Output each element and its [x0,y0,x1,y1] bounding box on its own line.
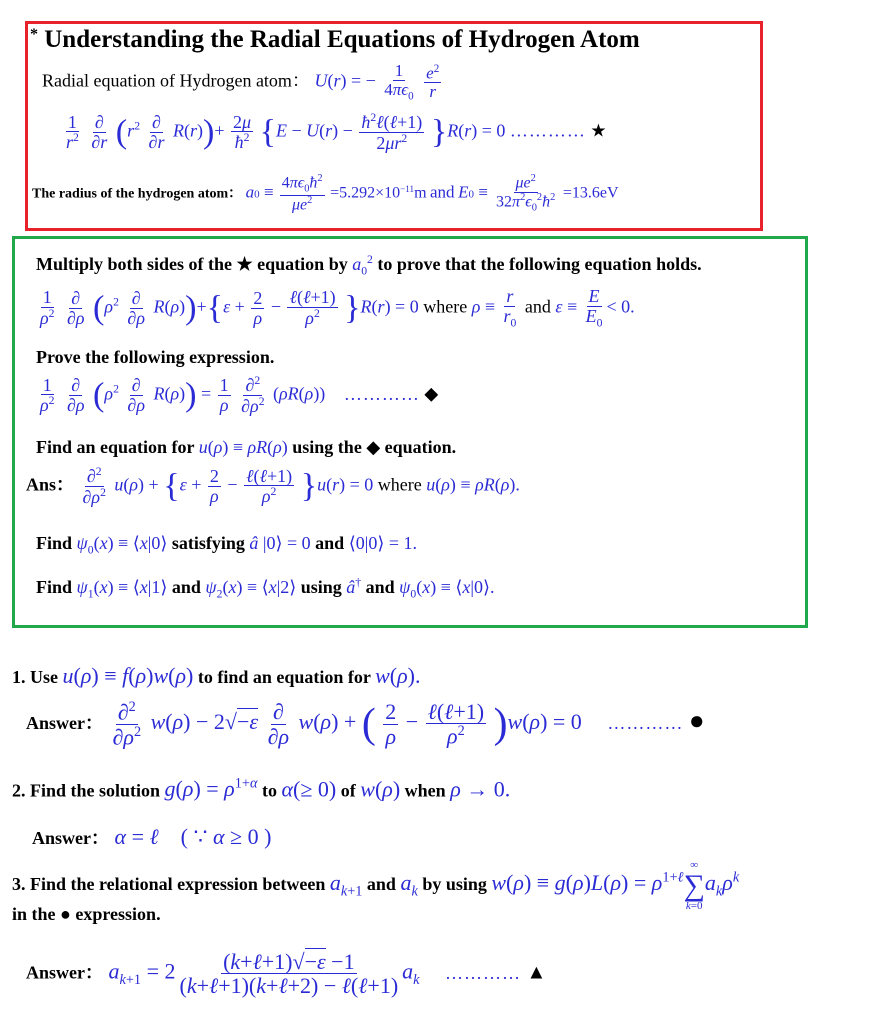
and-word-2: and [524,296,551,317]
green-eq1: $\frac{1}{\rho^2}$ $\frac{\partial}{\partial\rho}$ ($\rho^2$ $\frac{\partial}{\partial\rho}$ R(ρ))+{ε + $\frac{2}{\rho}$ − $\frac{\text{ℓ(ℓ+1)}}{\rho^2}$ }R(r) = 0 where ρ ≡ $\frac{r}{r_0}$ and ε ≡ $\frac{E}{E_0}$ < 0. [40,286,635,330]
where-word-2: where [377,474,422,495]
potential-label: Radial equation of Hydrogen atom： [42,70,310,91]
where-word: where [423,296,468,317]
potential-line: Radial equation of Hydrogen atom： U(r) = − $\frac{1}{4\pi\epsilon_0}$ $\frac{e^2}{r}$ [42,61,440,103]
and-word: and [430,182,455,202]
energy-value: =13.6eV [562,184,619,202]
answer-2: Answer： α = ℓ ( ∵ α ≥ 0 ) [32,824,272,849]
green-ans: Ans： $\frac{\partial^2}{\partial\rho^2}$ u(ρ) + {ε + $\frac{2}{\rho}$ − $\frac{\text{ℓ(ℓ+1)}}{\rho^2}$ }u(r) = 0 where u(ρ) ≡ ρR(ρ). [26,465,520,507]
radius-value: =5.292×10 [330,184,401,202]
radius-unit: m [414,184,427,202]
green-q5: Find $\psi_1(x)$ ≡ ⟨x|1⟩ and $\psi_2(x)$ ≡ ⟨x|2⟩ using â† and $\psi_0(x)$ ≡ ⟨x|0⟩. [36,576,495,601]
question-3: 3. Find the relational expression between $a_{k+1}$ and $a_k$ by using $w(\rho) \equiv g(\rho)L(\rho) = \rho^{1+\ell}$ ∞ ∑ k=0 $a_k\rho^k$ [12,859,740,912]
green-q4: Find $\psi_0(x)$ ≡ ⟨x|0⟩ satisfying â |0⟩ = 0 and ⟨0|0⟩ = 1. [36,533,418,557]
radial-equation: $\frac{1}{r^2}$ $\frac{\partial}{\partial r}$ ($r^2$ $\frac{\partial}{\partial r}$ R(r))+ $\frac{2\mu}{ħ^2}$ {E − U(r) − $\frac{ħ^2\ell(\ell+1)}{2\mu r^2}$ }R(r) = 0 ………… ★ [66,111,607,153]
question-3-line-2: in the ● expression. [12,904,161,924]
answer-label-2: Answer： [32,828,109,848]
question-1: 1. Use u(ρ) ≡ f(ρ)w(ρ) to find an equation for w(ρ). [12,663,421,688]
answer-label-1: Answer： [26,713,103,734]
answer-3: Answer： $a_{k+1} = 2$ $\frac{\text{(k+ℓ+1)√−ε −1}}{\text{(k+ℓ+1)(k+ℓ+2) − ℓ(ℓ+1)}}$ $a_k$ ………… ▲ [26,949,547,999]
question-2: 2. Find the solution $g(\rho) = \rho^{1+\alpha}$ to α(≥ 0) of w(ρ) when ρ → 0. [12,776,511,802]
radius-label: The radius of the hydrogen atom： [32,186,243,202]
green-q2: Prove the following expression. [36,347,275,367]
page-title: * Understanding the Radial Equations of Hydrogen Atom [30,26,640,53]
green-q3: Find an equation for u(ρ) ≡ ρR(ρ) using the ◆ equation. [36,437,457,457]
radius-exp: −11 [400,183,415,194]
radius-line: The radius of the hydrogen atom： a0 ≡ $\frac{4\pi\epsilon_0ħ^2}{\mu e^2}$ $=5.292\times 10^{-11}m$ and E0 ≡ $\frac{\mu e^2}{32\pi^2\epsilon_0^2ħ^2}$ =13.6eV [32,173,619,214]
ans-label: Ans： [26,474,75,495]
green-q1: Multiply both sides of the ★ equation by $a_0^2$ to prove that the following equation holds. [36,253,702,278]
answer-label-3: Answer： [26,962,103,983]
green-eq2: $\frac{1}{\rho^2}$ $\frac{\partial}{\partial\rho}$ ($\rho^2$ $\frac{\partial}{\partial\rho}$ R(ρ)) = $\frac{1}{\rho}$ $\frac{\partial^2}{\partial\rho^2}$ (ρR(ρ)) ………… ◆ [40,374,439,416]
answer-1: Answer： $\frac{\partial^2}{\partial\rho^2}$ w(ρ) − 2√−ε $\frac{\partial}{\partial\rho}$ w(ρ) + ( $\frac{2}{\rho}$ − $\frac{\text{ℓ(ℓ+1)}}{\rho^2}$ )w(ρ) = 0 ………… ● [26,699,705,749]
